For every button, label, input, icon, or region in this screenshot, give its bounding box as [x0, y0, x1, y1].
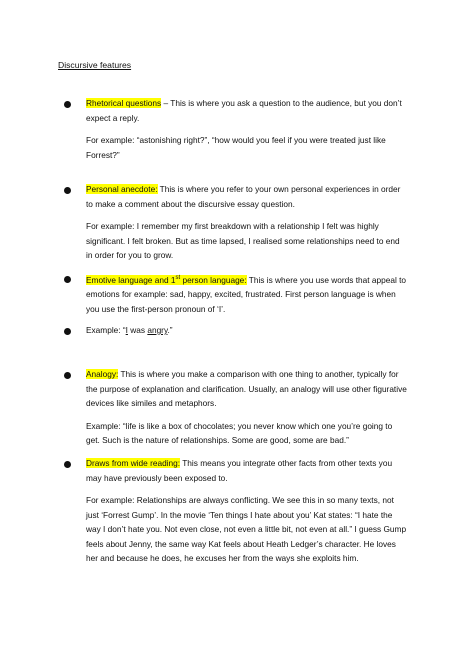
bullet-icon [64, 101, 71, 108]
bullet-icon [64, 328, 71, 335]
underlined-word: I [125, 325, 128, 335]
page-title: Discursive features [58, 60, 132, 70]
item-definition [86, 271, 408, 316]
example-text: .” [167, 325, 173, 335]
item-description: This means you integrate other facts from other texts you may have previously been exposed to. [86, 458, 393, 483]
item-description: This is where you make a comparison with one thing to another, typically for the purpose of explanation and clarification. Usually, an analogy will use other figurative devices like similes and metaphors. [86, 369, 407, 408]
bullet-icon [64, 372, 71, 379]
list-item-emotive-language [86, 271, 408, 316]
item-example: Example: “life is like a box of chocolates; you never know which one you’re going to get. Such is the nature of relationships. Some are good, some are bad.” [86, 420, 393, 445]
example-text: was [127, 325, 148, 335]
example-text: Example: “ [86, 325, 126, 335]
highlighted-term: Rhetorical questions [86, 98, 162, 108]
highlighted-term: Emotive language and 1st person language: [86, 274, 247, 285]
item-definition [86, 96, 408, 125]
bullet-icon [64, 461, 71, 468]
item-description: This is where you refer to your own personal experiences in order to make a comment about the discursive essay question. [86, 184, 401, 209]
highlighted-term: Personal anecdote: [86, 184, 158, 194]
item-example: For example: Relationships are always conflicting. We see this in so many texts, not just ‘Forrest Gump’. In the movie ‘Ten things I hate about you’ Kat states: “I hate the way I don’t hate you. Not even close, not even a little bit, not even at all.” I guess Gump feels about Jenny, the same way Kat feels about Heath Ledger’s character. He loves her and because he does, he excuses her from the ways she exploits him. [86, 495, 407, 563]
item-definition [86, 182, 408, 211]
highlighted-term: Draws from wide reading: [86, 458, 181, 468]
list-item-wide-reading [86, 456, 408, 566]
item-description: – This is where you ask a question to the audience, but you don’t expect a reply. [86, 98, 402, 123]
bullet-icon [64, 187, 71, 194]
list-item-personal-anecdote [86, 182, 408, 263]
item-example: For example: I remember my first breakdown with a relationship I felt was highly significant. I felt broken. But as time lapsed, I realised some relationships need to end in order for you to grow. [86, 221, 400, 260]
item-description: This is where you use words that appeal to emotions for example: sad, happy, excited, frustrated. First person language is when you use the first-person pronoun of ‘I’. [86, 274, 407, 314]
list-item-analogy [86, 367, 408, 448]
list-item-example-angry [86, 323, 408, 338]
item-definition [86, 456, 408, 485]
item-definition [86, 367, 408, 411]
item-example: For example: “astonishing right?”, “how would you feel if you were treated just like Forrest?” [86, 135, 386, 160]
bullet-icon [64, 276, 71, 283]
list-item-rhetorical-questions [86, 96, 408, 162]
highlighted-term: Analogy: [86, 369, 119, 379]
item-example [86, 323, 408, 338]
underlined-word: angry [147, 325, 168, 335]
